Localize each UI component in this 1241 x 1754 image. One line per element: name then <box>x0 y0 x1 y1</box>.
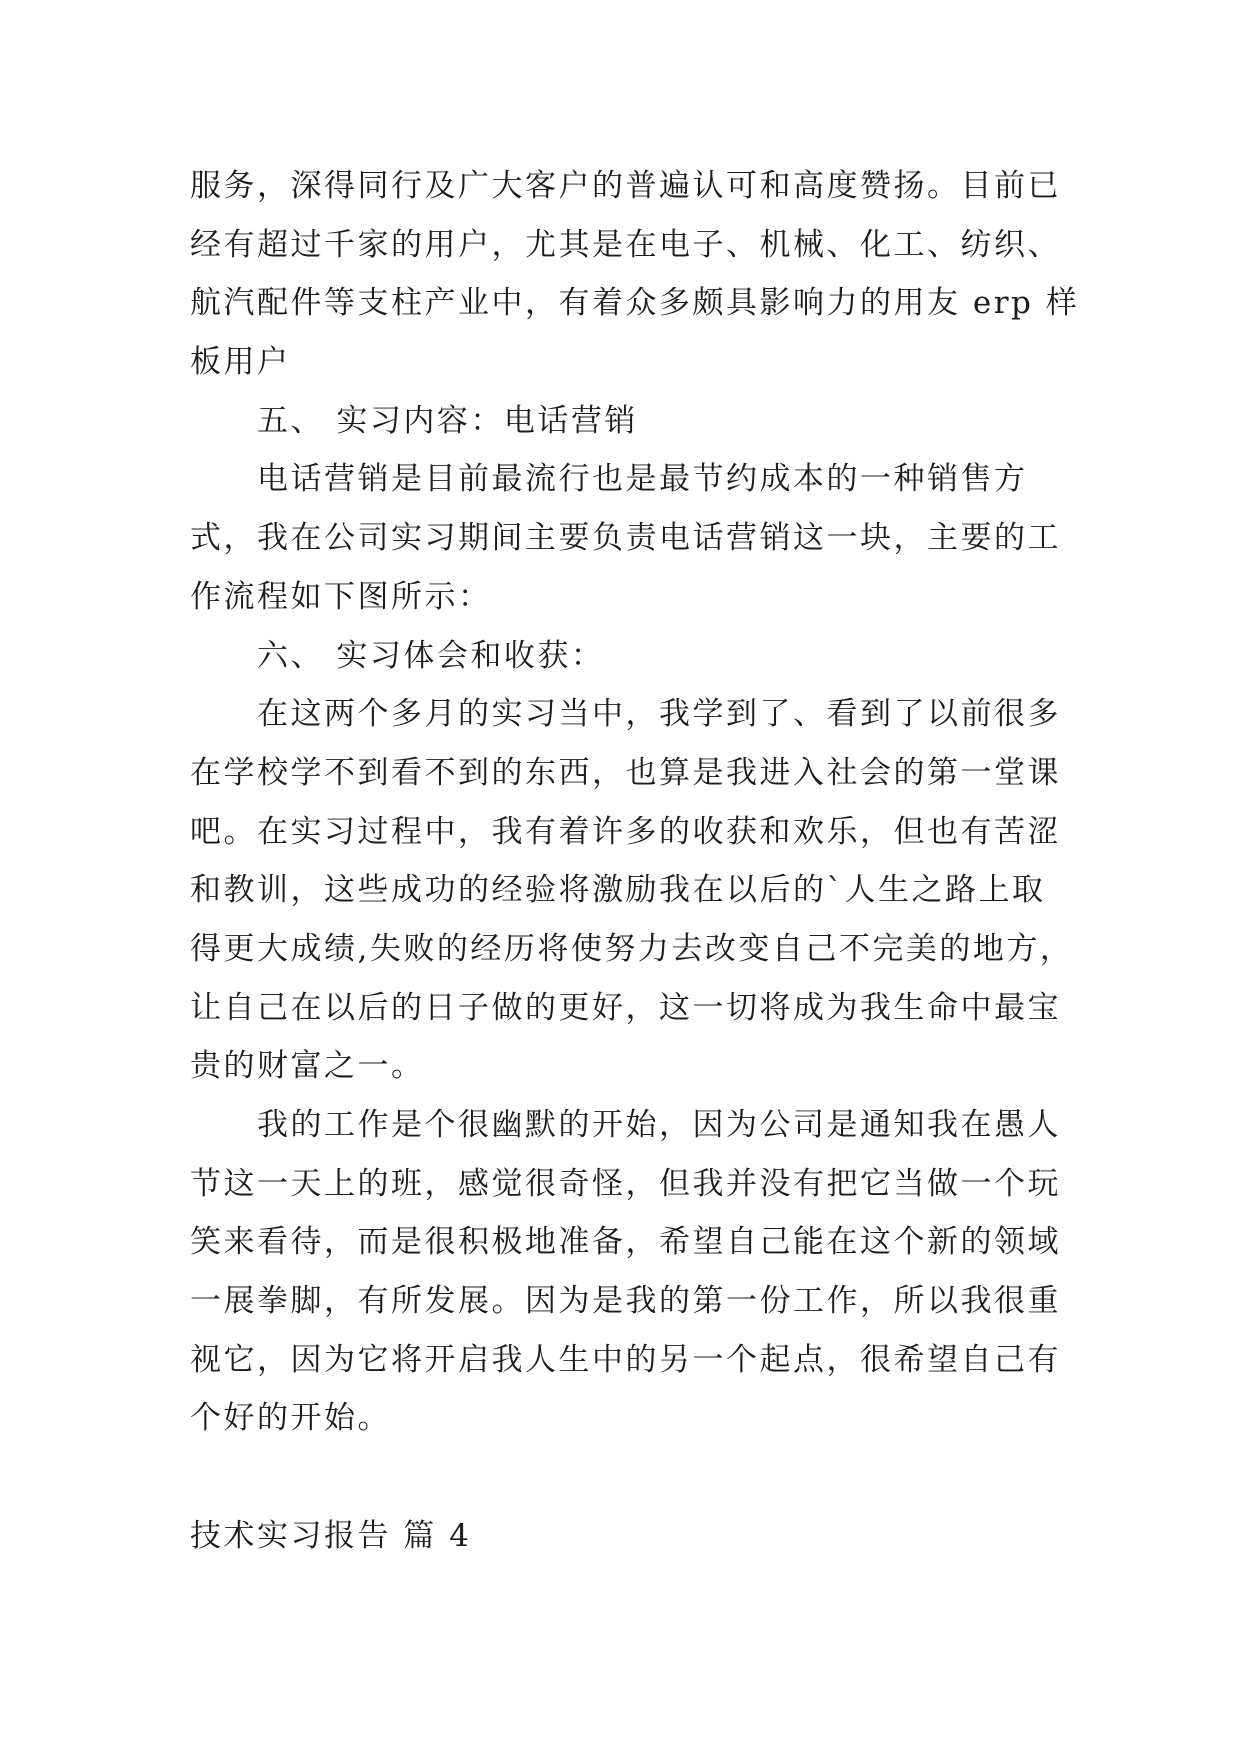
paragraph-line: 板用户 <box>190 344 291 381</box>
section-heading: 六、 实习体会和收获： <box>257 637 605 674</box>
paragraph-line: 作流程如下图所示： <box>190 578 492 615</box>
section-title: 技术实习报告 篇 4 <box>190 1517 472 1554</box>
paragraph-line: 笑来看待，而是很积极地准备，希望自己能在这个新的领域 <box>190 1224 1061 1261</box>
paragraph-line: 服务，深得同行及广大客户的普遍认可和高度赞扬。目前已 <box>190 168 1061 204</box>
body-text <box>190 157 1110 1566</box>
paragraph-line: 得更大成绩,失败的经历将使努力去改变自己不完美的地方， <box>190 930 1074 967</box>
paragraph-line: 航汽配件等支柱产业中，有着众多颇具影响力的用友 erp 样 <box>190 285 1080 322</box>
paragraph-line: 我的工作是个很幽默的开始，因为公司是通知我在愚人 <box>257 1107 1061 1143</box>
paragraph-line: 节这一天上的班，感觉很奇怪，但我并没有把它当做一个玩 <box>190 1165 1061 1202</box>
paragraph-line: 让自己在以后的日子做的更好，这一切将成为我生命中最宝 <box>190 989 1061 1026</box>
paragraph-line: 贵的财富之一。 <box>190 1048 425 1085</box>
paragraph-line: 一展拳脚，有所发展。因为是我的第一份工作，所以我很重 <box>190 1283 1061 1320</box>
paragraph-line: 和教训，这些成功的经验将激励我在以后的`人生之路上取 <box>190 872 1046 909</box>
paragraph-line: 经有超过千家的用户，尤其是在电子、机械、化工、纺织、 <box>190 226 1061 263</box>
paragraph-line: 在学校学不到看不到的东西，也算是我进入社会的第一堂课 <box>190 754 1061 791</box>
paragraph-line: 在这两个多月的实习当中，我学到了、看到了以前很多 <box>257 696 1061 733</box>
paragraph-line: 式，我在公司实习期间主要负责电话营销这一块，主要的工 <box>190 520 1061 557</box>
blank-line <box>190 1448 1110 1507</box>
paragraph-line: 吧。在实习过程中，我有着许多的收获和欢乐，但也有苦涩 <box>190 813 1061 850</box>
paragraph-line: 电话营销是目前最流行也是最节约成本的一种销售方 <box>257 461 1028 498</box>
paragraph-line: 视它，因为它将开启我人生中的另一个起点，很希望自己有 <box>190 1341 1061 1378</box>
section-heading: 五、 实习内容：电话营销 <box>257 402 638 439</box>
paragraph-line: 个好的开始。 <box>190 1400 391 1437</box>
